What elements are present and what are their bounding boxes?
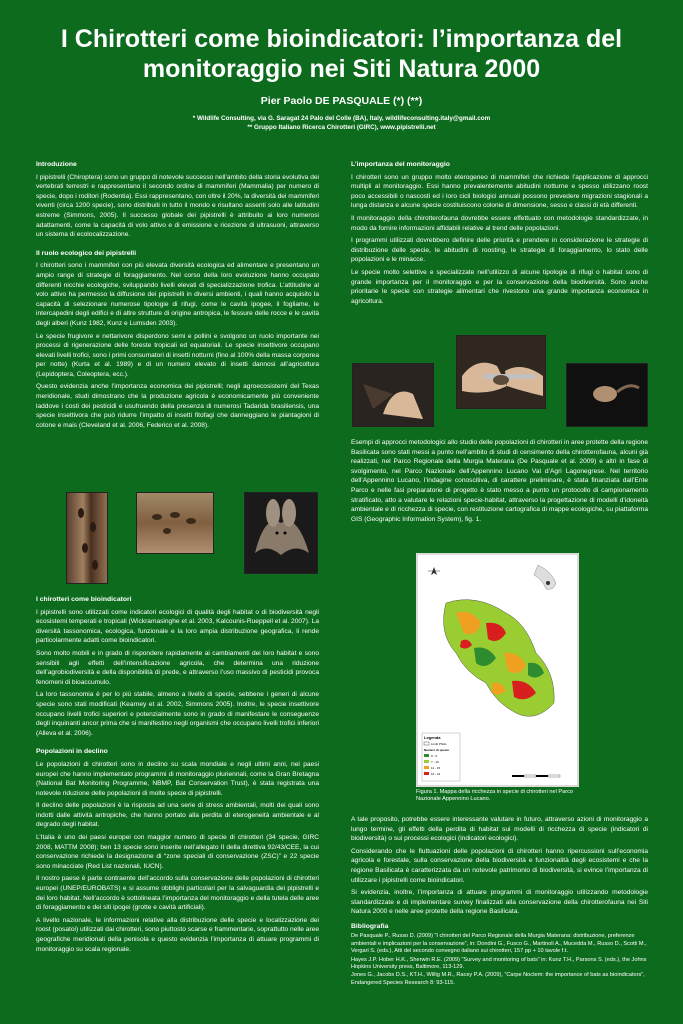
bat-tree-photo bbox=[66, 492, 108, 584]
bat-hanging-image bbox=[567, 364, 647, 426]
title-line-2: monitoraggio nei Siti Natura 2000 bbox=[142, 55, 541, 83]
author: Pier Paolo DE PASQUALE (*) (**) bbox=[260, 95, 423, 107]
conc-paragraph-3: Si evidenzia, inoltre, l’importanza di attuare programmi di monitoraggio utilizzando metodologie standardizzate e di implementare survey finalizzati alla conservazione della chirotterofauna nei Siti Natura 2000 e nelle aree protette della regione Basilicata. bbox=[351, 889, 648, 916]
caliper-measurement-image bbox=[457, 336, 545, 408]
bat-flight-photo bbox=[566, 363, 648, 427]
legend-item-3: 11 - 15 bbox=[431, 766, 441, 770]
bat-measuring-photo bbox=[456, 335, 546, 409]
legend-swatch-1 bbox=[424, 754, 429, 757]
declino-paragraph-1: Le popolazioni di chirotteri sono in declino su scala mondiale e negli ultimi anni, nei paesi europei che hanno implementato programmi di monitoraggio pluriennali, come la Gran Bretagna (National Bat Monitoring Programme, NBMP, Bat Conservation Trust), è stata registrata una notevole riduzione delle popolazioni di molte specie di pipistrelli. bbox=[36, 760, 319, 797]
bat-in-hand-image bbox=[353, 364, 433, 426]
bib-ref-1: De Pasquale P., Russo D. (2009) “I chirotteri del Parco Regionale della Murgia Materana: distribuzione, preferenze ambientali e implicazioni per la conservazione”, in: Dondini G., Fusco G., Martinoli A., Mucedda M., Russo D., Scotti M., Vergari S. (eds.), Atti del secondo convegno italiano sui chirotteri, 157 pp + 10 tavole f.t. bbox=[351, 933, 647, 955]
declino-paragraph-3: L’Italia è uno dei paesi europei con maggior numero di specie di chirotteri (34 specie, GIRC 2008, MATTM 2008); ben 13 specie sono inserite nell’allegato II della direttiva 92/43/CEE, la cui conservazione richiede la designazione di “zone speciali di conservazione (ZSC)” e 22 specie sono minacciate (Red List nazionali, IUCN). bbox=[36, 834, 319, 870]
legend-item-2: 7 - 10 bbox=[431, 760, 439, 764]
affiliation-2: ** Gruppo Italiano Ricerca Chirotteri (GIRC), www.pipistrelli.net bbox=[247, 123, 436, 131]
declino-heading: Popolazioni in declino bbox=[36, 748, 108, 756]
declino-paragraph-4: Il nostro paese è parte contraente dell’accordo sulla conservazione delle popolazioni di chirotteri europei (UNEP/EUROBATS) e si assume obblighi particolari per la salvaguardia dei pipistrelli e dei loro habitat. Nell’accordo è sottolineata l’importanza del monitoraggio e della tutela delle aree di foraggiamento e dei siti ipogei (grotte e cavità artificiali). bbox=[36, 875, 319, 912]
legend-limit: Limiti PNAL bbox=[431, 742, 447, 746]
title-line-1: I Chirotteri come bioindicatori: l’importanza del bbox=[60, 25, 623, 53]
bat-colony-photo bbox=[136, 492, 214, 554]
affiliations bbox=[0, 115, 683, 132]
legend-item-1: 0 - 6 bbox=[431, 754, 438, 758]
species-richness-map bbox=[416, 553, 579, 787]
monit-heading: L’importanza del monitoraggio bbox=[351, 161, 450, 168]
declino-paragraph-5: A livello nazionale, le informazioni relative alla distribuzione delle specie e localizzazione dei roost (posatoi) utilizzati dai chirotteri, sono piuttosto scarse e frammentarie, soprattutto nelle aree geografiche meridionali della penisola e questo evidenzia l’importanza di attuare programmi di monitoraggio su scala regionale. bbox=[36, 916, 319, 953]
left-column-top bbox=[36, 160, 319, 433]
bat-handling-photo bbox=[352, 363, 434, 427]
bat-colony-image bbox=[137, 493, 213, 553]
intro-heading: Introduzione bbox=[36, 161, 77, 168]
bioind-paragraph-2: Sono molto mobili e in grado di rispondere rapidamente ai cambiamenti dei loro habitat e sono sensibili agli effetti dell’intensificazione agricola, che determina una riduzione dell’agrobiodiversità e della disponibilità di prede, e attraverso l’uso massivo di pesticidi provoca fenomeni di bioaccumulo. bbox=[36, 649, 319, 686]
affiliation-1: * Wildlife Consulting, via G. Saragat 24 Palo del Colle (BA), Italy, wildlifeconsulting.italy@gmail.com bbox=[192, 115, 491, 122]
esempi-paragraph: Esempi di approcci metodologici allo studio delle popolazioni di chirotteri in aree protette della regione Basilicata sono stati messi a punto nell’ambito di studi di censimento della chirotterofauna, alcuni già realizzati, nel Parco Regionale della Murgia Materana (De Pasquale et al. 2009) e altri in fase di svolgimento, nel Parco Nazionale dell’Appennino Lucano Val d’Agri Lagonegrese. Nel territorio dell’Appennino Lucano, l’indagine conoscitiva, di carattere preliminare, è stata finanziata dall’Ente Parco e nelle fasi preparatorie di progetto è stato messo a punto un protocollo di campionamento stratificato, atto a valutare le relazioni specie-habitat, attraverso la progettazione di modelli d’idoneità ambientale e di ricchezza di specie, con restituzione cartografica di mappe ecologiche, su piattaforma GIS (Geographic Information System), fig. 1. bbox=[351, 439, 648, 523]
bioind-heading: I chirotteri come bioindicatori bbox=[36, 596, 132, 603]
declino-paragraph-2: Il declino delle popolazioni è la risposta ad una serie di stress ambientali, molti dei quali sono indotti dalle attività antropiche, che hanno portato alla perdita di eterogeneità ambientale e al degrado degli habitat. bbox=[36, 802, 319, 829]
ruolo-paragraph-3: Questo evidenzia anche l’importanza economica dei pipistrelli; negli agroecosistemi del Texas meridionale, studi dimostrano che la produzione agricola è economicamente più conveniente laddove i costi dei pesticidi e usufruendo della presenza di numerosi Tadarida brasiliensis, una specie insettivora che può ridurre l’impatto di insetti fitofagi che danneggiano le piantagioni di cotone e mais (Cleveland et al. 2006, Federico et al. 2008). bbox=[36, 383, 319, 429]
legend-title: Legenda bbox=[424, 735, 441, 740]
monit-paragraph-1: I chirotteri sono un gruppo molto eterogeneo di mammiferi che richiede l’applicazione di approcci multipli al monitoraggio. Essi hanno prevalentemente abitudini notturne e spesso utilizzano roost poco accessibili o nascosti ed i loro cicli biologici annuali possono prevedere migrazioni stagionali a lunga distanza e alcune specie costituiscono colonie di dimensione, sesso e classi di età differenti. bbox=[351, 173, 648, 210]
legend-item-4: 16 - 21 bbox=[431, 772, 441, 776]
intro-paragraph: I pipistrelli (Chiroptera) sono un gruppo di notevole successo nell’ambito della storia evolutiva dei vertebrati terrestri e rappresentano il secondo ordine di mammiferi (Mammalia) per numero di specie, dopo i roditori (Rodentia). Essi rappresentano, con oltre il 20%, la diversità dei mammiferi viventi (circa 1200 specie), sono distribuiti in tutto il mondo e risultano assenti solo alle latitudini estreme (Simmons, 2005). Il successo globale dei pipistrelli è attribuito ai loro numerosi adattamenti, come la capacità di volo attivo e di emissione e ricezione di ultrasuoni, attraverso un sistema di ecolocalizzazione. bbox=[36, 173, 319, 239]
park-map-image bbox=[416, 553, 579, 787]
figure-caption: Figura 1. Mappa della ricchezza in specie di chirotteri nel Parco Nazionale Appennino Lucano. bbox=[416, 789, 574, 803]
legend-swatch-4 bbox=[424, 772, 429, 775]
scale-bar bbox=[512, 775, 560, 777]
bats-on-bark-image bbox=[67, 493, 107, 583]
conc-paragraph-2: Considerando che le fluttuazioni delle popolazioni di chirotteri hanno ripercussioni sull’economia agricola e forestale, sulla conservazione della biodiversità e funzionalità degli ecosistemi e che la regione Basilicata è caratterizzata da un notevole patrimonio di biodiversità, si evince l’importanza di utilizzare i pipistrelli come bioindicatori. bbox=[351, 847, 648, 884]
bib-ref-2: Hayes J.P. Hober H.K., Sherwin R.E. (2009) “Survey and monitoring of bats” in: Kunz T.H., Parsons S. (eds.), the Johns Hopkins University press, Baltimore, 113-129. bbox=[351, 956, 647, 970]
monit-paragraph-2: Il monitoraggio della chirotterofauna dovrebbe essere effettuato con metodologie standardizzate, in modo da fornire informazioni affidabili relative al trend delle popolazioni. bbox=[351, 214, 648, 232]
legend-swatch-2 bbox=[424, 760, 429, 763]
monit-paragraph-4: Le specie molto selettive e specializzate nell’utilizzo di alcune tipologie di rifugi o habitat sono di grande importanza per il monitoraggio e per la conservazione della biodiversità. Sono anche prioritarie le specie con strategie alimentari che rivestono una grande importanza economica in agricoltura. bbox=[351, 268, 648, 305]
ruolo-paragraph-2: Le specie frugivore e nettarivore disperdono semi e pollini e svolgono un ruolo importante nei processi di rigenerazione delle foreste tropicali ed equatoriali. Le specie insettivore occupano elevati livelli trofici, sono i primi consumatori di insetti notturni (fino al 100% della massa corporea per notte) (Kurta et al. 1989) e di un numero elevato di insetti dannosi all’agricoltura (Lepidoptera, Coleoptera, ecc.). bbox=[36, 332, 319, 378]
poster-title bbox=[0, 24, 683, 84]
legend-swatch-3 bbox=[424, 766, 429, 769]
right-column-bottom bbox=[351, 815, 648, 988]
bib-heading: Bibliografia bbox=[351, 922, 389, 930]
bat-face-image bbox=[245, 493, 317, 573]
bib-ref-3: Jones G., Jacobs D.S., KT.H., Willig M.R., Racey P.A. (2009), “Carpe Noctem: the importance of bats as bioindicators”, Endangered Species Research 8: 93-115. bbox=[351, 972, 645, 986]
bat-portrait-photo bbox=[244, 492, 318, 574]
monit-paragraph-3: I programmi utilizzati dovrebbero definire delle priorità e prendere in considerazione le strategie di distribuzione delle specie, le abitudini di roosting, le strategie di foraggiamento, lo stato delle popolazioni e le minacce. bbox=[351, 237, 648, 264]
right-column-top bbox=[351, 160, 648, 309]
bibliography bbox=[351, 923, 648, 987]
left-column-bottom bbox=[36, 595, 319, 957]
ruolo-heading: Il ruolo ecologico dei pipistrelli bbox=[36, 249, 137, 257]
bioind-paragraph-1: I pipistrelli sono utilizzati come indicatori ecologici di qualità degli habitat o di biodiversità negli ecosistemi temperati e tropicali (Wickramasinghe et al. 2003, Kalcounis-Rueppell et al. 2007). La diversità tassonomica, ecologica, funzionale e la loro ampia distribuzione geografica, li rende particolarmente adatti come bioindicatori. bbox=[36, 608, 319, 645]
legend-num: Numero di specie bbox=[424, 748, 450, 752]
right-column-middle bbox=[351, 438, 648, 527]
ruolo-paragraph-1: I chirotteri sono i mammiferi con più elevata diversità ecologica ed alimentare e presentano un ampio range di strategie di foraggiamento. Nel corso della loro evoluzione hanno occupato differenti nicchie ecologiche, sviluppando livelli elevati di specializzazione trofica. L’attitudine al volo attivo ha permesso la diffusione dei pipistrelli in diversi ambienti, i quali hanno acquisito la capacità di selezionare numerose tipologie di rifugi, come le cavità ipogee, il fogliame, le intercapedini degli edifici e di altre strutture di origine antropica, le fessure delle rocce e le cavità degli alberi (Kunz 1982, Kunz e Lumsden 2003). bbox=[36, 262, 319, 327]
conc-paragraph-1: A tale proposito, potrebbe essere interessante valutare in futuro, attraverso azioni di monitoraggio a lungo termine, gli effetti della perdita di habitat sui modelli di ricchezza di specie (indicatori di biodiversità) o sui processi ecologici (indicatori ecologici). bbox=[351, 816, 648, 843]
map-legend bbox=[422, 733, 460, 781]
bioind-paragraph-3: La loro tassonomia è per lo più stabile, almeno a livello di specie, sebbene i generi di alcune specie sono stati modificati (Kearney et al. 2002, Simmons 2005). Inoltre, le specie insettivore occupano livelli trofici superiori e potenzialmente sono in grado di manifestare le conseguenze degli inquinanti ancor prima che si manifestino negli organismi che occupano livelli trofici inferiori (Alleva et al. 2006). bbox=[36, 691, 319, 737]
